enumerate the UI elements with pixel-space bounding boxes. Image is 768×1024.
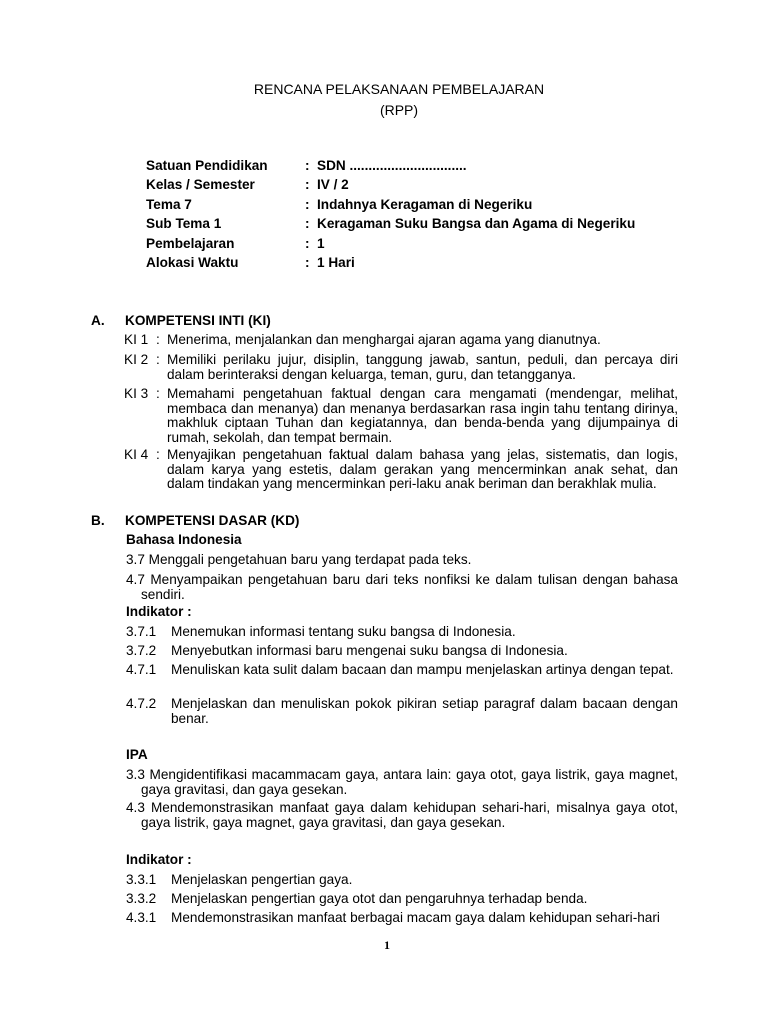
section-title: KOMPETENSI DASAR (KD) (125, 513, 300, 528)
indikator-item (126, 625, 678, 640)
ki-text: Memiliki perilaku jujur, disiplin, tanggung jawab, santun, peduli, dan percaya diri dalam berinteraksi dengan keluarga, teman, guru, dan tetangganya. (167, 352, 678, 382)
ki-item (124, 333, 678, 348)
ki-item (124, 353, 678, 382)
indikator-text: Menyebutkan informasi baru mengenai suku bangsa di Indonesia. (171, 643, 568, 658)
kd-text: 3.7 Menggali pengetahuan baru yang terdapat pada teks. (126, 552, 472, 567)
indikator-item (126, 892, 678, 907)
document-title: RENCANA PELAKSANAAN PEMBELAJARAN (253, 81, 545, 97)
indikator-label: Indikator : (126, 604, 192, 619)
info-colon: : (305, 216, 310, 232)
indikator-number: 4.7.1 (126, 662, 157, 677)
indikator-number: 3.7.2 (126, 643, 157, 658)
indikator-label: Indikator : (126, 852, 192, 867)
ki-text: Menyajikan pengetahuan faktual dalam bahasa yang jelas, sistematis, dan logis, dalam karya yang estetis, dalam gerakan yang mencerminkan anak sehat, dan dalam tindakan yang mencerminkan peri-laku anak beriman dan berakhlak mulia. (167, 447, 678, 491)
indikator-item (126, 644, 678, 659)
ki-code: KI 2 (124, 352, 149, 367)
info-colon: : (305, 158, 310, 173)
indikator-item (126, 663, 678, 678)
info-colon: : (305, 235, 310, 251)
info-colon: : (305, 196, 310, 212)
indikator-number: 4.3.1 (126, 910, 157, 925)
indikator-item (126, 697, 678, 726)
ki-colon: : (156, 352, 160, 367)
info-value: Keragaman Suku Bangsa dan Agama di Negeriku (317, 216, 636, 232)
ki-code: KI 3 (124, 386, 149, 401)
indikator-text: Menuliskan kata sulit dalam bacaan dan mampu menjelaskan artinya dengan tepat. (171, 662, 674, 677)
info-value: SDN ............................... (317, 158, 467, 173)
indikator-item (126, 873, 678, 888)
section-letter: B. (91, 513, 105, 528)
indikator-text: Menjelaskan pengertian gaya otot dan pengaruhnya terhadap benda. (171, 891, 588, 906)
document-subtitle: (RPP) (379, 102, 419, 118)
subject-ipa: IPA (126, 747, 148, 762)
section-title: KOMPETENSI INTI (KI) (125, 313, 271, 328)
indikator-text: Menemukan informasi tentang suku bangsa di Indonesia. (171, 624, 516, 639)
ki-text: Menerima, menjalankan dan menghargai ajaran agama yang dianutnya. (167, 332, 601, 347)
kd-text: 3.3 Mengidentifikasi macammacam gaya, antara lain: gaya otot, gaya listrik, gaya magnet, gaya gravitasi, dan gaya gesekan. (126, 767, 678, 797)
kd-item (126, 768, 678, 797)
info-label: Kelas / Semester (146, 177, 255, 193)
kd-item (126, 553, 678, 568)
indikator-text: Menjelaskan dan menuliskan pokok pikiran setiap paragraf dalam bacaan dengan benar. (171, 696, 678, 726)
info-value: 1 Hari (317, 254, 355, 270)
ki-colon: : (156, 447, 160, 462)
page-number: 1 (384, 938, 390, 952)
indikator-text: Menjelaskan pengertian gaya. (171, 872, 353, 887)
section-letter: A. (91, 313, 105, 328)
ki-item (124, 448, 678, 492)
info-value: IV / 2 (317, 177, 349, 193)
info-label: Satuan Pendidikan (146, 158, 268, 173)
indikator-number: 3.3.2 (126, 891, 157, 906)
info-label: Alokasi Waktu (146, 254, 239, 270)
indikator-number: 4.7.2 (126, 696, 157, 711)
indikator-number: 3.7.1 (126, 624, 157, 639)
ki-text: Memahami pengetahuan faktual dengan cara mengamati (mendengar, melihat, membaca dan menanya) dan menanya berdasarkan rasa ingin tahu tentang dirinya, makhluk ciptaan Tuhan dan kegiatannya, dan benda-benda yang dijumpainya di rumah, sekolah, dan tempat bermain. (167, 386, 678, 445)
info-value: 1 (317, 235, 325, 251)
ki-code: KI 1 (124, 332, 149, 347)
info-label: Sub Tema 1 (146, 216, 222, 232)
kd-text: 4.3 Mendemonstrasikan manfaat gaya dalam kehidupan sehari-hari, misalnya gaya otot, gaya listrik, gaya magnet, gaya gravitasi, dan gaya gesekan. (126, 800, 678, 830)
kd-item (126, 573, 678, 602)
indikator-text: Mendemonstrasikan manfaat berbagai macam gaya dalam kehidupan sehari-hari (171, 910, 660, 925)
ki-colon: : (156, 386, 160, 401)
ki-item (124, 387, 678, 445)
indikator-number: 3.3.1 (126, 872, 157, 887)
info-colon: : (305, 254, 310, 270)
ki-colon: : (156, 332, 160, 347)
indikator-item (126, 911, 678, 926)
kd-text: 4.7 Menyampaikan pengetahuan baru dari teks nonfiksi ke dalam tulisan dengan bahasa sendiri. (126, 572, 678, 602)
ki-code: KI 4 (124, 447, 149, 462)
subject-bahasa-indonesia: Bahasa Indonesia (126, 532, 242, 547)
info-label: Pembelajaran (146, 235, 235, 251)
kd-item (126, 801, 678, 830)
info-colon: : (305, 177, 310, 193)
info-value: Indahnya Keragaman di Negeriku (317, 196, 533, 212)
info-label: Tema 7 (146, 196, 192, 212)
